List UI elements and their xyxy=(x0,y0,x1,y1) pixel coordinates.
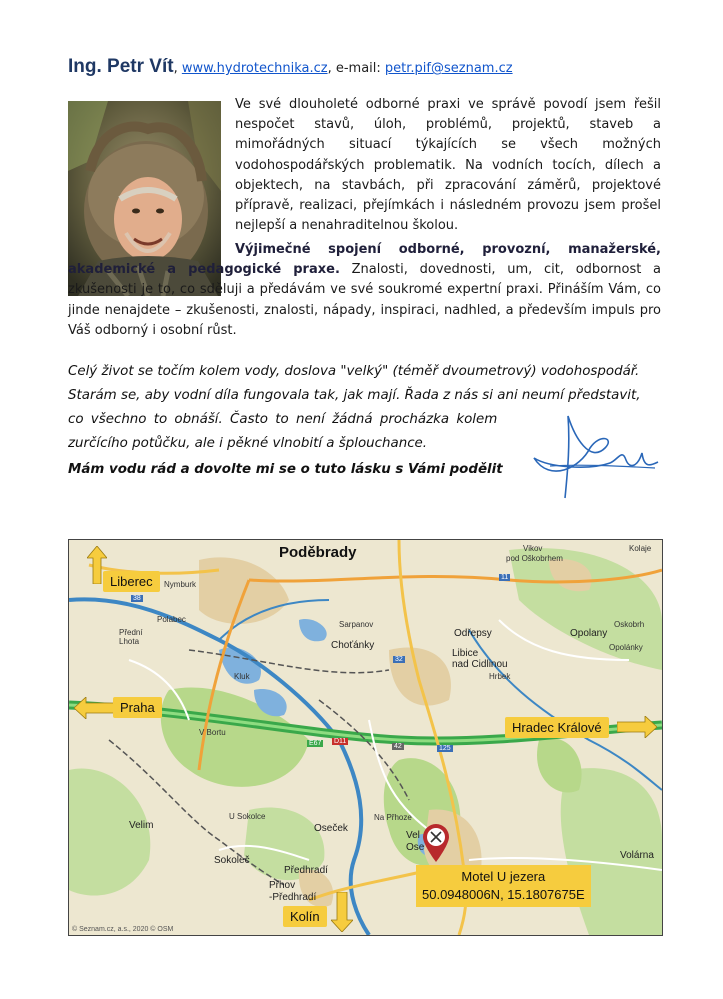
town-ose: Ose xyxy=(406,842,425,853)
quote-line-3: co všechno to obnáší. Často to není žádná procházka kolem xyxy=(68,412,498,427)
direction-kolin: Kolín xyxy=(283,906,327,927)
intro-paragraph-1: Ve své dlouholeté odborné praxi ve správě povodí jsem řešil nespočet stavů, úloh, problémů, projektů, staveb a mimořádných situací týkajících se všech možných vodohospodářských problematik. Na vodních tocích, dílech a objektech, na stavbách, při zpracování záměrů, projektové přípravě, realizaci, přejímkách i následném provozu jsem prošel nejlepší a nenahraditelnou školou. xyxy=(235,97,661,234)
header-separator: , xyxy=(173,61,182,76)
contact-header xyxy=(68,56,513,78)
road-42: 42 xyxy=(394,743,402,750)
town-predhradi: Předhradí xyxy=(284,865,328,876)
intro-paragraph-2-bold: Výjimečné spojení odborné, provozní, manažerské, akademické a pedagogické praxe. xyxy=(68,242,661,278)
town-hrbek: Hrbek xyxy=(489,672,511,681)
road-32: 32 xyxy=(395,656,403,663)
location-map[interactable] xyxy=(68,539,663,936)
intro-paragraph-2 xyxy=(68,240,661,341)
arrow-down-icon xyxy=(331,892,353,932)
road-e67: E67 xyxy=(309,740,322,747)
town-vel: Vel xyxy=(406,830,420,841)
direction-praha: Praha xyxy=(113,697,162,718)
town-kluk: Kluk xyxy=(234,672,250,681)
town-sarpanov: Sarpanov xyxy=(339,620,374,629)
town-vikov: Vikov xyxy=(523,544,543,553)
town-pod-oskobrhem: pod Oškobrhem xyxy=(506,554,563,563)
town-polabec: Polabec xyxy=(157,615,186,624)
road-11: 11 xyxy=(501,574,509,581)
email-link[interactable]: petr.pif@seznam.cz xyxy=(384,61,513,76)
author-name: Ing. Petr Vít xyxy=(68,56,174,77)
town-odrepsy: Odřepsy xyxy=(454,628,492,639)
road-d11: D11 xyxy=(334,738,347,745)
direction-hradec-kralove: Hradec Králové xyxy=(505,717,609,738)
website-link[interactable]: www.hydrotechnika.cz xyxy=(181,61,328,76)
quote-line-1: Celý život se točím kolem vody, doslova "velký" (téměř dvoumetrový) vodohospodář. xyxy=(68,364,640,379)
town-osecek: Oseček xyxy=(314,823,348,834)
town-v-bortu: V Bortu xyxy=(199,728,226,737)
motel-coordinates: 50.0948006N, 15.1807675E xyxy=(422,887,585,902)
town-velim: Velim xyxy=(129,820,154,831)
town-kolaje: Kolaje xyxy=(629,544,652,553)
map-copyright: © Seznam.cz, a.s., 2020 © OSM xyxy=(72,926,174,933)
closing-line: Mám vodu rád a dovolte mi se o tuto lásku s Vámi podělit xyxy=(68,462,503,477)
town-sokolec: Sokoleč xyxy=(214,855,250,866)
town-na-prhoze: Na Přhoze xyxy=(374,813,412,822)
town-chotanky: Choťánky xyxy=(331,640,375,651)
email-label: , e-mail: xyxy=(327,61,385,76)
road-125: 125 xyxy=(439,745,451,752)
direction-liberec: Liberec xyxy=(103,571,160,592)
quote-line-2: Starám se, aby vodní díla fungovala tak, jak mají. Řada z nás si ani neumí představit, xyxy=(68,388,641,403)
quote-line-4: zurčícího potůčku, ale i pěkné vlnobití a šplouchance. xyxy=(68,436,428,451)
arrow-left-icon xyxy=(74,697,114,719)
town-u-sokolce: U Sokolce xyxy=(229,812,266,821)
town-volarna: Volárna xyxy=(620,850,654,861)
motel-label xyxy=(416,865,591,907)
handwritten-signature xyxy=(530,408,660,500)
town-nymburk: Nymburk xyxy=(164,580,197,589)
town-oskobrh: Oskobrh xyxy=(614,620,645,629)
town-libice: Libice nad Cidlinou xyxy=(452,648,508,670)
road-38: 38 xyxy=(133,595,141,602)
arrow-right-icon xyxy=(617,716,657,738)
town-podebrady: Poděbrady xyxy=(279,544,357,561)
location-pin-icon[interactable] xyxy=(421,823,451,863)
town-prhov: Přhov -Předhradí xyxy=(269,880,317,903)
town-opolany: Opolany xyxy=(570,628,608,639)
motel-name: Motel U jezera xyxy=(461,869,546,884)
intro-paragraph-2-rest: Znalosti, dovednosti, um, cit, odbornost a zkušenosti je to, co sděluji a předávám ve své soukromé expertní praxi. Přináším Vám, co jinde nenajdete – zkušenosti, znalosti, nápady, inspiraci, nadhled, a především impuls pro Váš odborný i osobní růst. xyxy=(68,262,662,338)
town-opolanky: Opolánky xyxy=(609,643,643,652)
town-predni-lhota: Přední Lhota xyxy=(119,628,143,646)
